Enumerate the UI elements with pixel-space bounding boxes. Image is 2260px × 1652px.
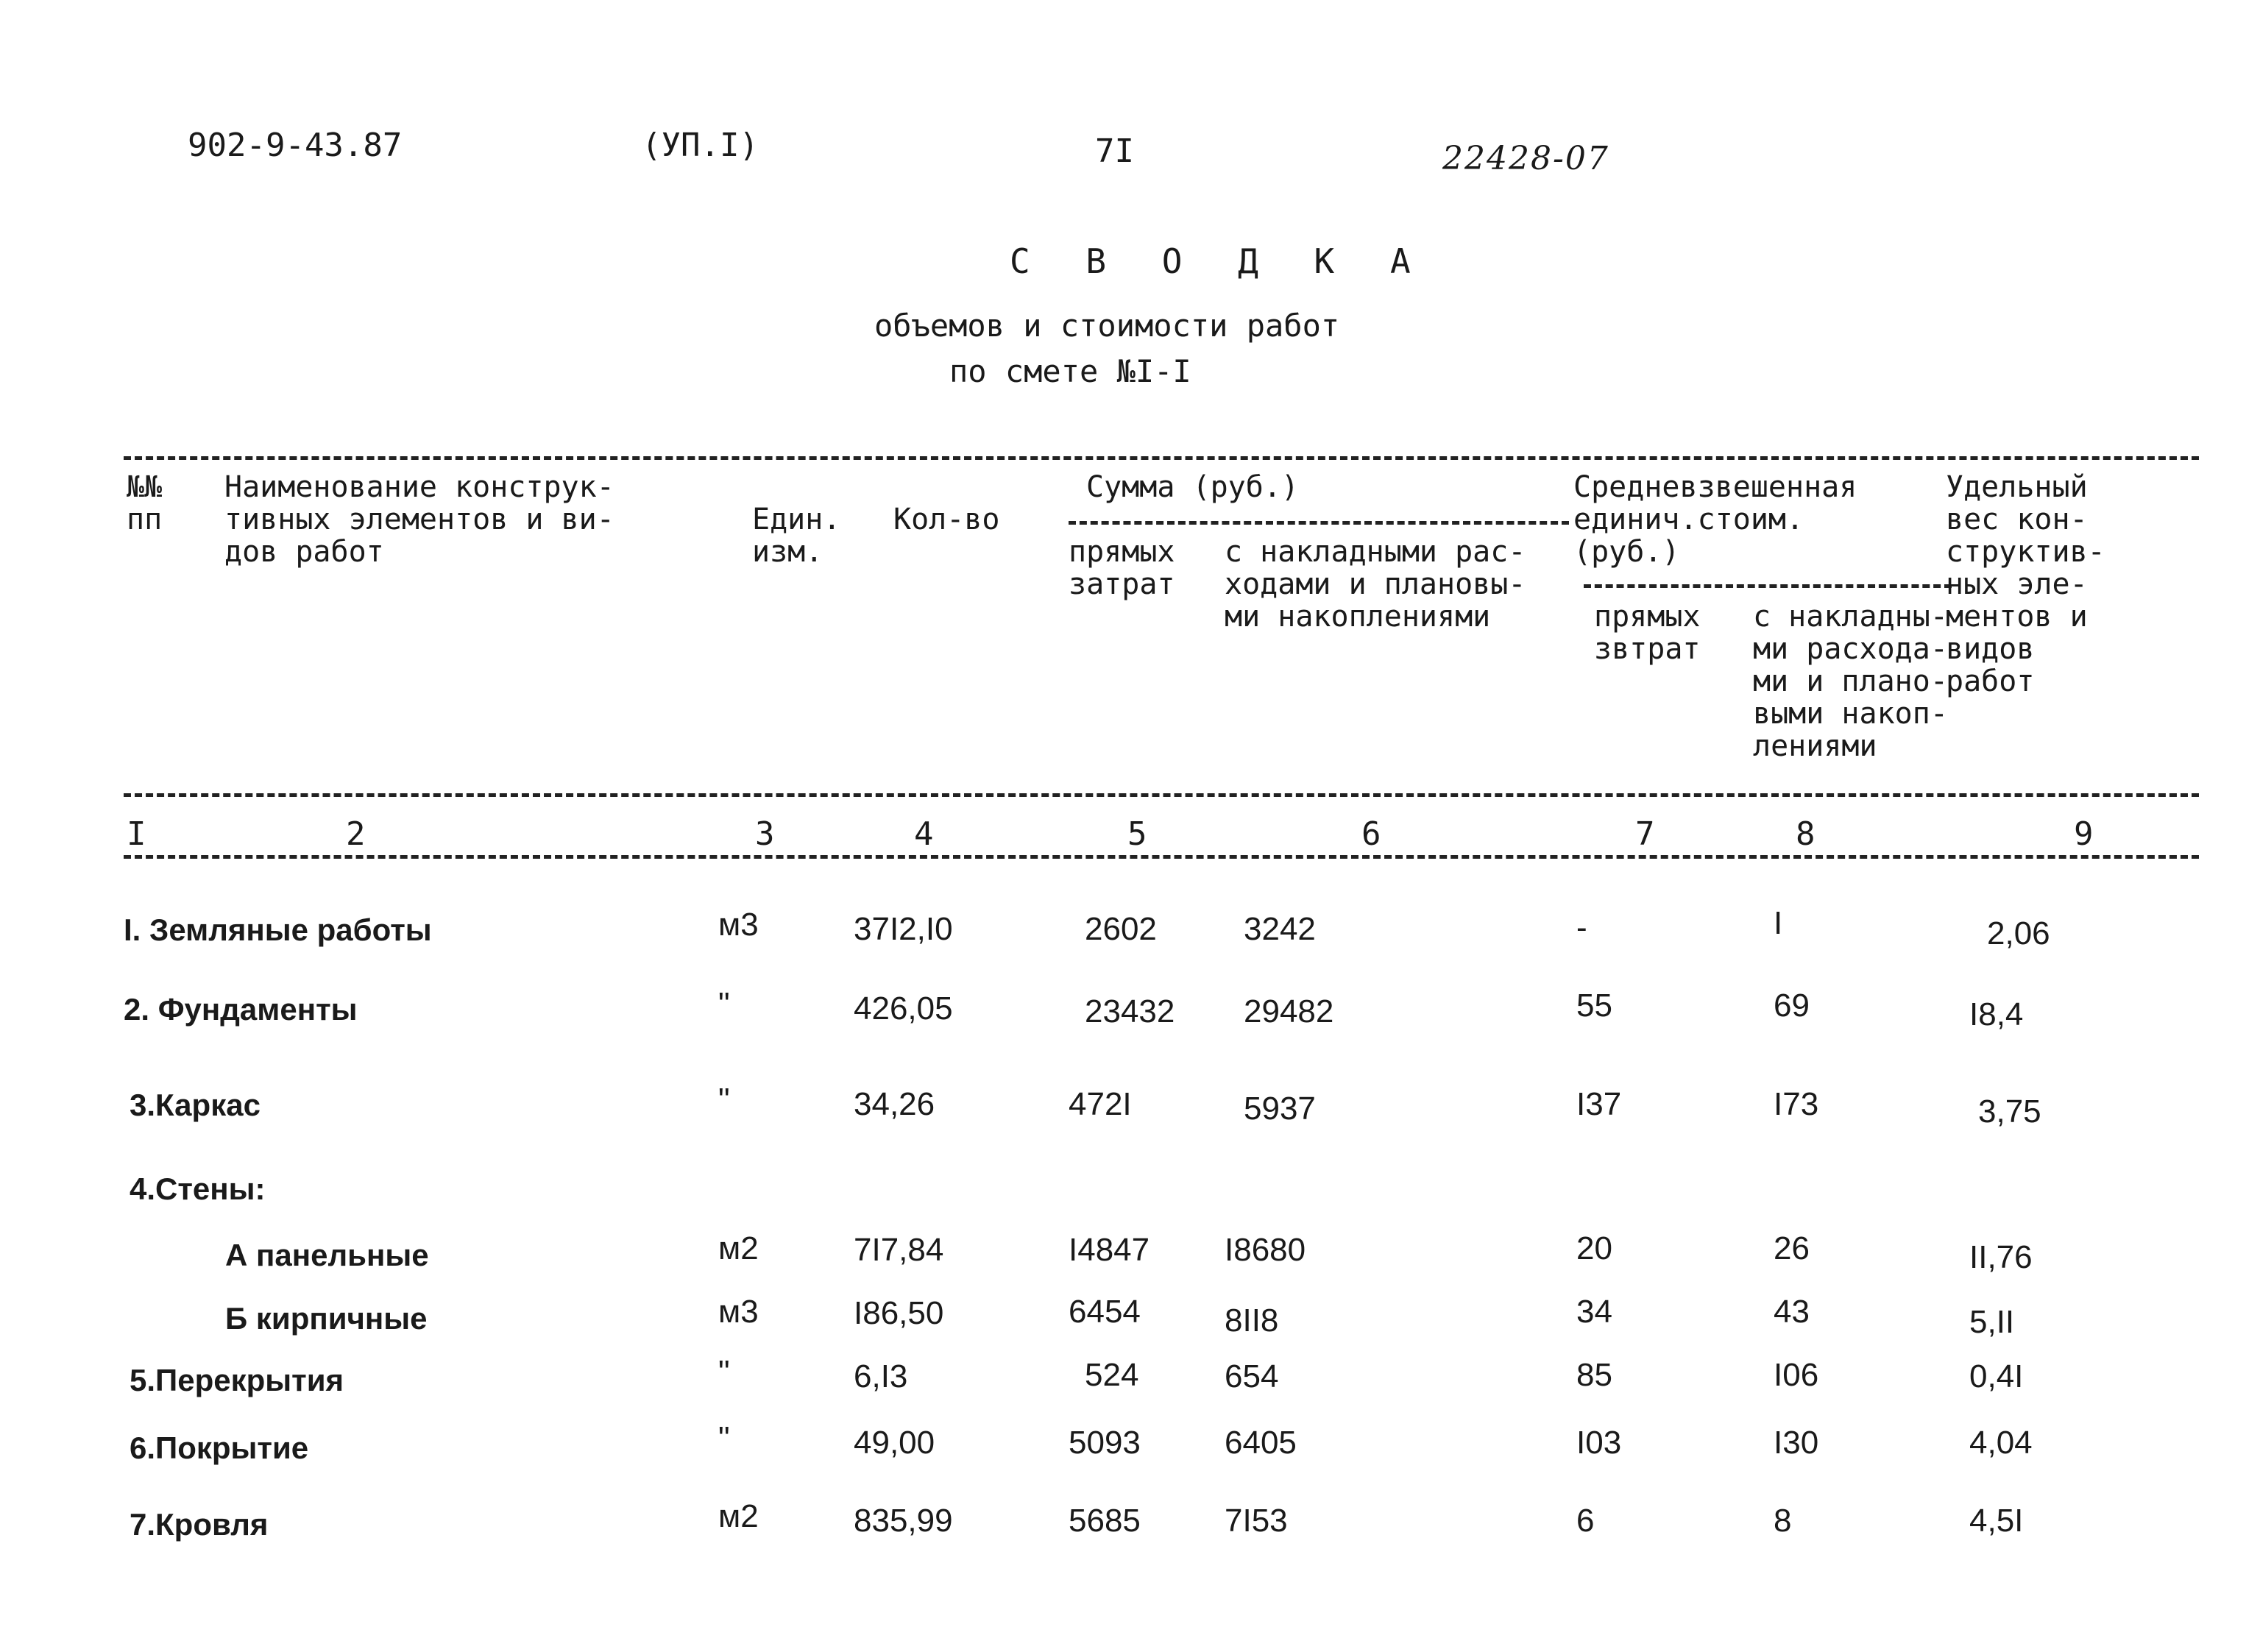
- header-qty: Кол-во: [893, 503, 1000, 536]
- header-sum-overhead: с накладными рас- ходами и плановы- ми накоплениями: [1225, 535, 1526, 634]
- row-overhead: 5937: [1244, 1091, 1316, 1127]
- row-avg-direct: 85: [1576, 1357, 1612, 1393]
- row-qty: 7I7,84: [854, 1232, 944, 1268]
- row-avg-direct: 20: [1576, 1230, 1612, 1266]
- row-direct: 524: [1085, 1357, 1139, 1393]
- title-line-2: по смете №I-I: [949, 353, 1191, 389]
- row-overhead: 29482: [1244, 993, 1334, 1029]
- row-qty: 426,05: [854, 990, 953, 1027]
- row-avg-overhead: I06: [1774, 1357, 1819, 1393]
- row-avg-overhead: 69: [1774, 988, 1810, 1024]
- row-direct: 23432: [1085, 993, 1175, 1029]
- row-name: 6.Покрытие: [130, 1431, 309, 1465]
- row-unit: м3: [718, 1294, 759, 1330]
- row-weight: 4,5I: [1969, 1503, 2024, 1539]
- row-unit: ": [718, 1354, 730, 1390]
- title-line-1: объемов и стоимости работ: [874, 308, 1340, 344]
- row-overhead: 654: [1225, 1358, 1279, 1394]
- header-name: Наименование конструк- тивных элементов и ви- дов работ: [224, 470, 614, 569]
- row-direct: 472I: [1069, 1086, 1132, 1122]
- document-title: С В О Д К А: [1010, 241, 1428, 281]
- row-avg-direct: 55: [1576, 988, 1612, 1024]
- document-code: 902-9-43.87: [188, 127, 403, 164]
- column-number-rule: [124, 855, 2199, 859]
- row-weight: 3,75: [1978, 1093, 2041, 1130]
- row-direct: 2602: [1085, 911, 1157, 947]
- row-weight: 0,4I: [1969, 1358, 2024, 1394]
- row-avg-overhead: I30: [1774, 1425, 1819, 1461]
- row-avg-direct: 6: [1576, 1503, 1595, 1539]
- header-weight: Удельный вес кон- структив- ных эле- ментов и видов работ: [1946, 470, 2105, 698]
- row-avg-overhead: 43: [1774, 1294, 1810, 1330]
- header-avg-direct: прямых звтрат: [1594, 600, 1701, 666]
- stamp-number: 22428-07: [1442, 140, 1609, 177]
- row-weight: II,76: [1969, 1239, 2033, 1275]
- row-weight: I8,4: [1969, 996, 2024, 1032]
- avg-group-rule: [1584, 584, 1952, 588]
- row-direct: 5093: [1069, 1425, 1141, 1461]
- row-unit: ": [718, 986, 730, 1022]
- row-name: 5.Перекрытия: [130, 1363, 344, 1397]
- section-heading: 4.Стены:: [130, 1171, 266, 1206]
- row-qty: 34,26: [854, 1086, 935, 1122]
- row-avg-direct: I37: [1576, 1086, 1622, 1122]
- column-number: 5: [1127, 815, 1147, 853]
- row-qty: 835,99: [854, 1503, 953, 1539]
- page-number: 7I: [1095, 132, 1134, 170]
- row-avg-direct: 34: [1576, 1294, 1612, 1330]
- column-number: 4: [914, 815, 934, 853]
- column-number: 7: [1635, 815, 1655, 853]
- header-avg-overhead: с накладны- ми расхода- ми и плано- выми накоп- лениями: [1753, 600, 1948, 763]
- row-name: А панельные: [225, 1238, 429, 1272]
- column-number: I: [127, 815, 146, 853]
- row-overhead: 8II8: [1225, 1302, 1279, 1339]
- row-avg-direct: -: [1576, 910, 1587, 946]
- row-avg-overhead: I73: [1774, 1086, 1819, 1122]
- column-number: 3: [755, 815, 775, 853]
- row-qty: 37I2,I0: [854, 911, 953, 947]
- header-num: №№ пп: [127, 470, 163, 536]
- row-weight: 5,II: [1969, 1304, 2015, 1340]
- table-top-rule: [124, 456, 2199, 460]
- row-overhead: 3242: [1244, 911, 1316, 947]
- sum-group-rule: [1069, 521, 1569, 525]
- row-avg-overhead: 8: [1774, 1503, 1792, 1539]
- row-unit: м3: [718, 907, 759, 943]
- row-name: 2. Фундаменты: [124, 992, 358, 1027]
- row-qty: 49,00: [854, 1425, 935, 1461]
- header-avg-group: Средневзвешенная единич.стоим. (руб.): [1573, 470, 1857, 569]
- row-avg-overhead: I: [1774, 905, 1783, 941]
- row-overhead: I8680: [1225, 1232, 1306, 1268]
- row-direct: I4847: [1069, 1232, 1150, 1268]
- header-sum-group: Сумма (руб.): [1086, 470, 1299, 504]
- row-unit: м2: [718, 1230, 759, 1266]
- row-qty: I86,50: [854, 1295, 944, 1331]
- column-number: 8: [1796, 815, 1816, 853]
- row-unit: м2: [718, 1498, 759, 1534]
- row-qty: 6,I3: [854, 1358, 908, 1394]
- row-name: 7.Кровля: [130, 1507, 269, 1542]
- header-sum-direct: прямых затрат: [1069, 535, 1175, 601]
- row-name: 3.Каркас: [130, 1088, 261, 1122]
- row-name: I. Земляные работы: [124, 912, 432, 947]
- row-weight: 4,04: [1969, 1425, 2033, 1461]
- row-avg-overhead: 26: [1774, 1230, 1810, 1266]
- row-unit: ": [718, 1082, 730, 1118]
- row-avg-direct: I03: [1576, 1425, 1622, 1461]
- row-overhead: 6405: [1225, 1425, 1297, 1461]
- row-overhead: 7I53: [1225, 1503, 1288, 1539]
- header-bottom-rule: [124, 793, 2199, 797]
- row-direct: 5685: [1069, 1503, 1141, 1539]
- album-number: (УП.I): [642, 127, 759, 164]
- header-unit: Един. изм.: [752, 503, 841, 569]
- row-name: Б кирпичные: [225, 1301, 428, 1336]
- row-weight: 2,06: [1987, 915, 2050, 951]
- column-number: 9: [2074, 815, 2094, 853]
- column-number: 6: [1361, 815, 1381, 853]
- row-unit: ": [718, 1420, 730, 1456]
- column-number: 2: [346, 815, 366, 853]
- row-direct: 6454: [1069, 1294, 1141, 1330]
